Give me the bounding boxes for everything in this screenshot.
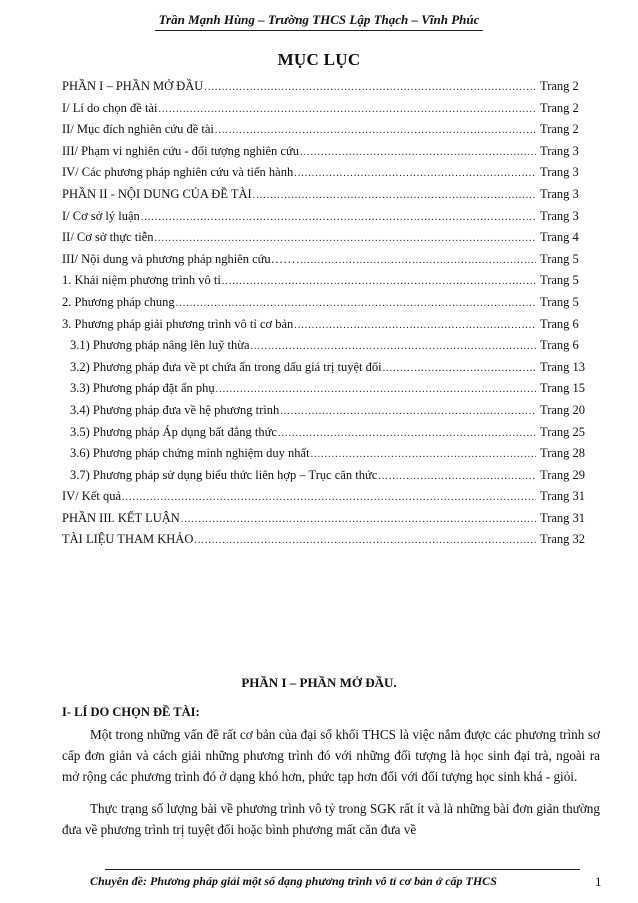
page-number: 1: [595, 874, 602, 889]
toc-title: MỤC LỤC: [277, 50, 361, 69]
toc-entry: [62, 206, 600, 228]
toc-dot-leader: [253, 185, 536, 207]
toc-entry-page: Trang 2: [540, 100, 579, 115]
toc-dot-leader: [300, 142, 536, 164]
toc-entry: [62, 184, 600, 206]
section-heading: PHẦN I – PHẦN MỞ ĐẦU.: [241, 675, 397, 690]
footer-text: Chuyên đề: Phương pháp giải một số dạng phương trình vô tỉ cơ bản ở cấp THCS: [90, 874, 497, 888]
toc-entry-page: Trang 5: [540, 273, 579, 288]
toc-dot-leader: [297, 250, 536, 272]
toc-entry-label: PHẦN II - NỘI DUNG CỦA ĐỀ TÀI: [62, 186, 252, 201]
toc-entry-label: 3.7) Phương pháp sử dụng biểu thức liên hợp – Trục căn thức: [70, 467, 378, 482]
toc-entry-page: Trang 5: [540, 251, 579, 266]
toc-entry: [62, 378, 600, 400]
toc-entry-page: Trang 25: [540, 424, 586, 439]
toc-entry-label: PHẦN I – PHẦN MỞ ĐẦU: [62, 79, 204, 93]
toc-entry-label: II/ Mục đích nghiên cứu đề tài: [62, 122, 214, 137]
toc-entry-label: IV/ Kết quả: [62, 489, 122, 504]
toc-entry: [62, 335, 600, 357]
footer-divider: [105, 869, 580, 870]
toc-entry-label: 1. Khái niệm phương trình vô tỉ: [62, 273, 221, 288]
toc-entry-page: Trang 20: [540, 402, 586, 417]
toc-entry: [62, 119, 600, 141]
toc-entry-label: IV/ Các phương pháp nghiên cứu và tiến hành: [62, 165, 294, 180]
toc-entry-page: Trang 31: [540, 510, 586, 525]
toc-entry-label: II/ Cơ sở thực tiễn: [62, 230, 154, 245]
toc-entry-page: Trang 31: [540, 489, 586, 504]
toc-dot-leader: [294, 315, 536, 337]
toc-entry-label: 3.2) Phương pháp đưa về pt chứa ẩn trong dấu giá trị tuyệt đối: [70, 359, 382, 374]
toc-entry: [62, 98, 600, 120]
toc-entry-page: Trang 3: [540, 165, 579, 180]
toc-entry: [62, 270, 600, 292]
toc-dot-leader: [311, 444, 536, 466]
toc-entry-page: Trang 28: [540, 446, 586, 461]
body-paragraph: Một trong những vấn đề rất cơ bản của đại số khối THCS là việc nắm được các phương trình sơ cấp đơn giản và cách giải những phương trình đó với những đối tượng là học sinh đại trà, ngoài ra mở rộng các phương trình đó ở dạng khó hơn, phức tạp hơn đối với đối tượng học sinh khá - giỏi.: [62, 727, 600, 784]
toc-dot-leader: [158, 99, 536, 121]
toc-entry-page: Trang 3: [540, 143, 579, 158]
toc-entry-page: Trang 2: [540, 122, 579, 137]
toc-entry-page: Trang 3: [540, 186, 579, 201]
toc-entry-label: III/ Phạm vi nghiên cứu - đối tượng nghiên cứu: [62, 143, 299, 158]
toc-entry-label: TÀI LIỆU THAM KHẢO: [62, 532, 194, 547]
toc-entry-page: Trang 6: [540, 316, 579, 331]
toc-entry-page: Trang 2: [540, 79, 579, 93]
toc-entry: [62, 292, 600, 314]
toc-dot-leader: [155, 228, 536, 250]
toc-entry: [62, 529, 600, 551]
toc-entry-label: 3.1) Phương pháp nâng lên luỹ thừa: [70, 338, 250, 353]
toc-entry-label: 3.4) Phương pháp đưa về hệ phương trình: [70, 402, 280, 417]
toc-entry-label: PHẦN III. KẾT LUẬN: [62, 510, 180, 525]
table-of-contents: [62, 76, 600, 551]
toc-entry-label: 2. Phương pháp chung: [62, 294, 175, 309]
toc-entry-page: Trang 32: [540, 532, 586, 547]
toc-entry-label: 3.3) Phương pháp đặt ẩn phụ: [70, 381, 215, 396]
toc-entry: [62, 465, 600, 487]
toc-entry-label: I/ Cơ sở lý luận: [62, 208, 140, 223]
body-paragraph: Thực trạng số lượng bài về phương trình vô tỷ trong SGK rất ít và là những bài đơn giản thường đưa về phương trình trị tuyệt đối hoặc bình phương mất căn đưa về: [62, 801, 600, 837]
toc-dot-leader: [194, 530, 536, 552]
toc-entry: [62, 422, 600, 444]
header-text: Trần Mạnh Hùng – Trường THCS Lập Thạch – Vĩnh Phúc: [155, 12, 484, 31]
toc-entry-page: Trang 29: [540, 467, 586, 482]
toc-entry: [62, 76, 600, 98]
toc-dot-leader: [280, 401, 536, 423]
page-header: [0, 11, 638, 31]
toc-dot-leader: [278, 423, 536, 445]
toc-entry-page: Trang 4: [540, 230, 579, 245]
toc-dot-leader: [204, 77, 536, 99]
toc-entry-label: 3.5) Phương pháp Áp dụng bất đẳng thức: [70, 424, 277, 439]
toc-entry: [62, 162, 600, 184]
toc-entry: [62, 400, 600, 422]
toc-entry: [62, 249, 600, 271]
toc-entry-page: Trang 6: [540, 338, 579, 353]
toc-entry-label: 3.6) Phương pháp chứng minh nghiệm duy nhất: [70, 446, 310, 461]
toc-dot-leader: [181, 509, 536, 531]
toc-entry: [62, 141, 600, 163]
toc-entry: [62, 486, 600, 508]
toc-dot-leader: [215, 120, 536, 142]
toc-dot-leader: [222, 271, 536, 293]
sub-heading: I- LÍ DO CHỌN ĐỀ TÀI:: [62, 705, 200, 719]
toc-entry: [62, 443, 600, 465]
toc-dot-leader: [216, 379, 536, 401]
toc-entry-page: Trang 13: [540, 359, 586, 374]
toc-dot-leader: [251, 336, 536, 358]
toc-entry-label: 3. Phương pháp giải phương trình vô tỉ cơ bản: [62, 316, 294, 331]
toc-dot-leader: [378, 466, 536, 488]
toc-entry: [62, 314, 600, 336]
toc-entry-label: I/ Lí do chọn đề tài: [62, 100, 158, 115]
toc-entry: [62, 357, 600, 379]
toc-entry-page: Trang 5: [540, 294, 579, 309]
toc-entry-page: Trang 3: [540, 208, 579, 223]
toc-dot-leader: [122, 487, 536, 509]
toc-dot-leader: [294, 163, 536, 185]
toc-dot-leader: [176, 293, 536, 315]
toc-entry-label: III/ Nội dung và phương pháp nghiên cứu……: [62, 251, 296, 266]
toc-entry: [62, 508, 600, 530]
toc-dot-leader: [141, 207, 536, 229]
toc-entry: [62, 227, 600, 249]
toc-entry-page: Trang 15: [540, 381, 586, 396]
toc-dot-leader: [383, 358, 536, 380]
